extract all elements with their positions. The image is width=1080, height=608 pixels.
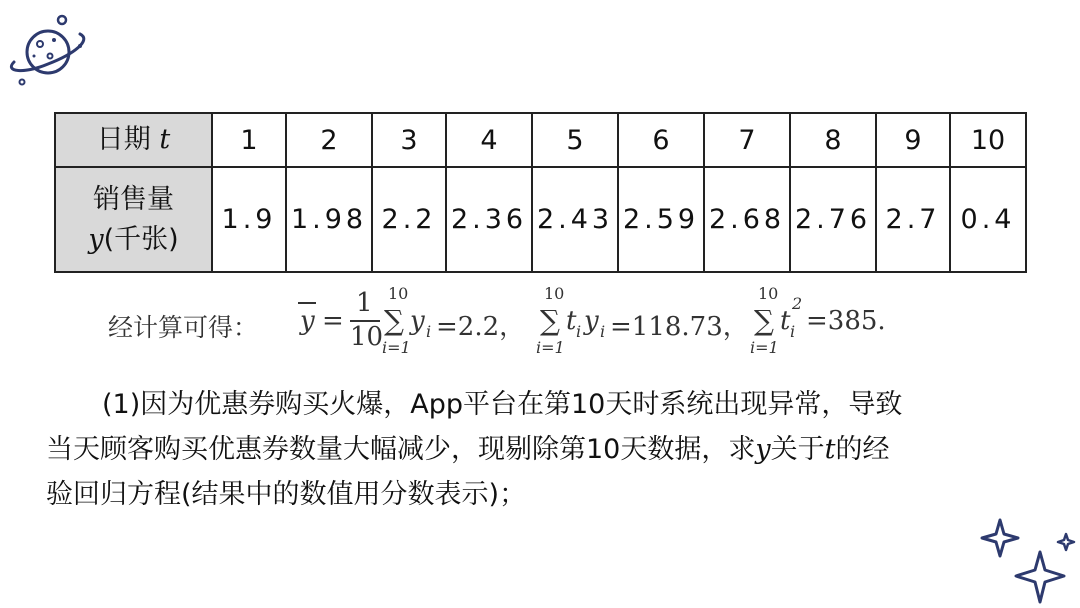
sparkle-stars-icon bbox=[978, 516, 1080, 608]
day-cell: 5 bbox=[532, 113, 618, 167]
sum1-sigma: ∑ bbox=[384, 304, 404, 337]
question-var-t: t bbox=[824, 434, 836, 465]
sum3-t-sup: 2 bbox=[792, 294, 803, 313]
question-line-1: (1)因为优惠券购买火爆，App平台在第10天时系统出现异常，导致 bbox=[102, 389, 903, 420]
ybar-var: y bbox=[300, 306, 315, 336]
day-cell: 6 bbox=[618, 113, 704, 167]
day-cell: 9 bbox=[876, 113, 950, 167]
day-cell: 4 bbox=[446, 113, 532, 167]
sum1-lower: i=1 bbox=[382, 338, 411, 357]
sales-cell: 2.68 bbox=[704, 167, 790, 272]
question-paragraph bbox=[46, 382, 1046, 517]
sales-cell: 0.4 bbox=[950, 167, 1026, 272]
question-var-y: y bbox=[755, 434, 771, 465]
sum2-sigma: ∑ bbox=[540, 304, 560, 337]
question-line-2-c: 的经 bbox=[835, 434, 890, 465]
day-cell: 10 bbox=[950, 113, 1026, 167]
header-date-label: 日期 bbox=[96, 124, 151, 155]
header-sales-var: y bbox=[88, 223, 104, 255]
sum2-t: t bbox=[566, 306, 577, 336]
day-cell: 2 bbox=[286, 113, 372, 167]
ybar-line bbox=[298, 302, 316, 304]
sum2-upper: 10 bbox=[544, 284, 565, 303]
planet-icon bbox=[4, 12, 88, 86]
sales-cell: 2.59 bbox=[618, 167, 704, 272]
sum3-t: t bbox=[780, 306, 791, 336]
sales-cell: 2.43 bbox=[532, 167, 618, 272]
sum2-lower: i=1 bbox=[536, 338, 565, 357]
header-sales-label: 销售量 bbox=[93, 183, 174, 215]
table-row-days bbox=[55, 113, 1026, 167]
sales-cell: 2.76 bbox=[790, 167, 876, 272]
sum3-t-sub: i bbox=[790, 322, 796, 341]
question-line-2 bbox=[46, 427, 1046, 472]
header-date-cell bbox=[55, 113, 212, 167]
question-line-3: 验回归方程(结果中的数值用分数表示)； bbox=[46, 479, 527, 510]
day-cell: 3 bbox=[372, 113, 446, 167]
sum2-t-sub: i bbox=[576, 322, 582, 341]
sum2-y-sub: i bbox=[600, 322, 606, 341]
frac-numerator: 1 bbox=[356, 288, 373, 318]
header-date-var: t bbox=[159, 124, 171, 155]
sales-cell: 1.98 bbox=[286, 167, 372, 272]
sales-cell: 2.2 bbox=[372, 167, 446, 272]
header-sales-unit-line bbox=[56, 220, 211, 260]
value-sum-t2: =385. bbox=[806, 306, 886, 336]
value-mean: =2.2， bbox=[436, 312, 526, 342]
sum1-y: y bbox=[410, 306, 425, 336]
sum3-upper: 10 bbox=[758, 284, 779, 303]
sales-cell: 2.36 bbox=[446, 167, 532, 272]
sum1-y-sub: i bbox=[426, 322, 432, 341]
eq-sign: = bbox=[322, 306, 344, 336]
frac-denominator: 10 bbox=[350, 322, 384, 352]
question-line-2-a: 当天顾客购买优惠券数量大幅减少，现剔除第10天数据，求 bbox=[46, 434, 756, 465]
sales-cell: 1.9 bbox=[212, 167, 286, 272]
sum1-upper: 10 bbox=[388, 284, 409, 303]
day-cell: 1 bbox=[212, 113, 286, 167]
header-sales-unit: (千张) bbox=[103, 223, 179, 255]
formula-intro: 经计算可得： bbox=[108, 313, 259, 342]
sum3-lower: i=1 bbox=[750, 338, 779, 357]
sales-cell: 2.7 bbox=[876, 167, 950, 272]
sales-table bbox=[54, 112, 1027, 273]
day-cell: 7 bbox=[704, 113, 790, 167]
computed-formula bbox=[108, 282, 968, 362]
value-sum-ty: =118.73， bbox=[610, 312, 749, 342]
sum2-y: y bbox=[584, 306, 599, 336]
question-line-2-b: 关于 bbox=[770, 434, 825, 465]
sum3-sigma: ∑ bbox=[754, 304, 774, 337]
table-row-sales bbox=[55, 167, 1026, 272]
header-sales-cell bbox=[55, 167, 212, 272]
day-cell: 8 bbox=[790, 113, 876, 167]
